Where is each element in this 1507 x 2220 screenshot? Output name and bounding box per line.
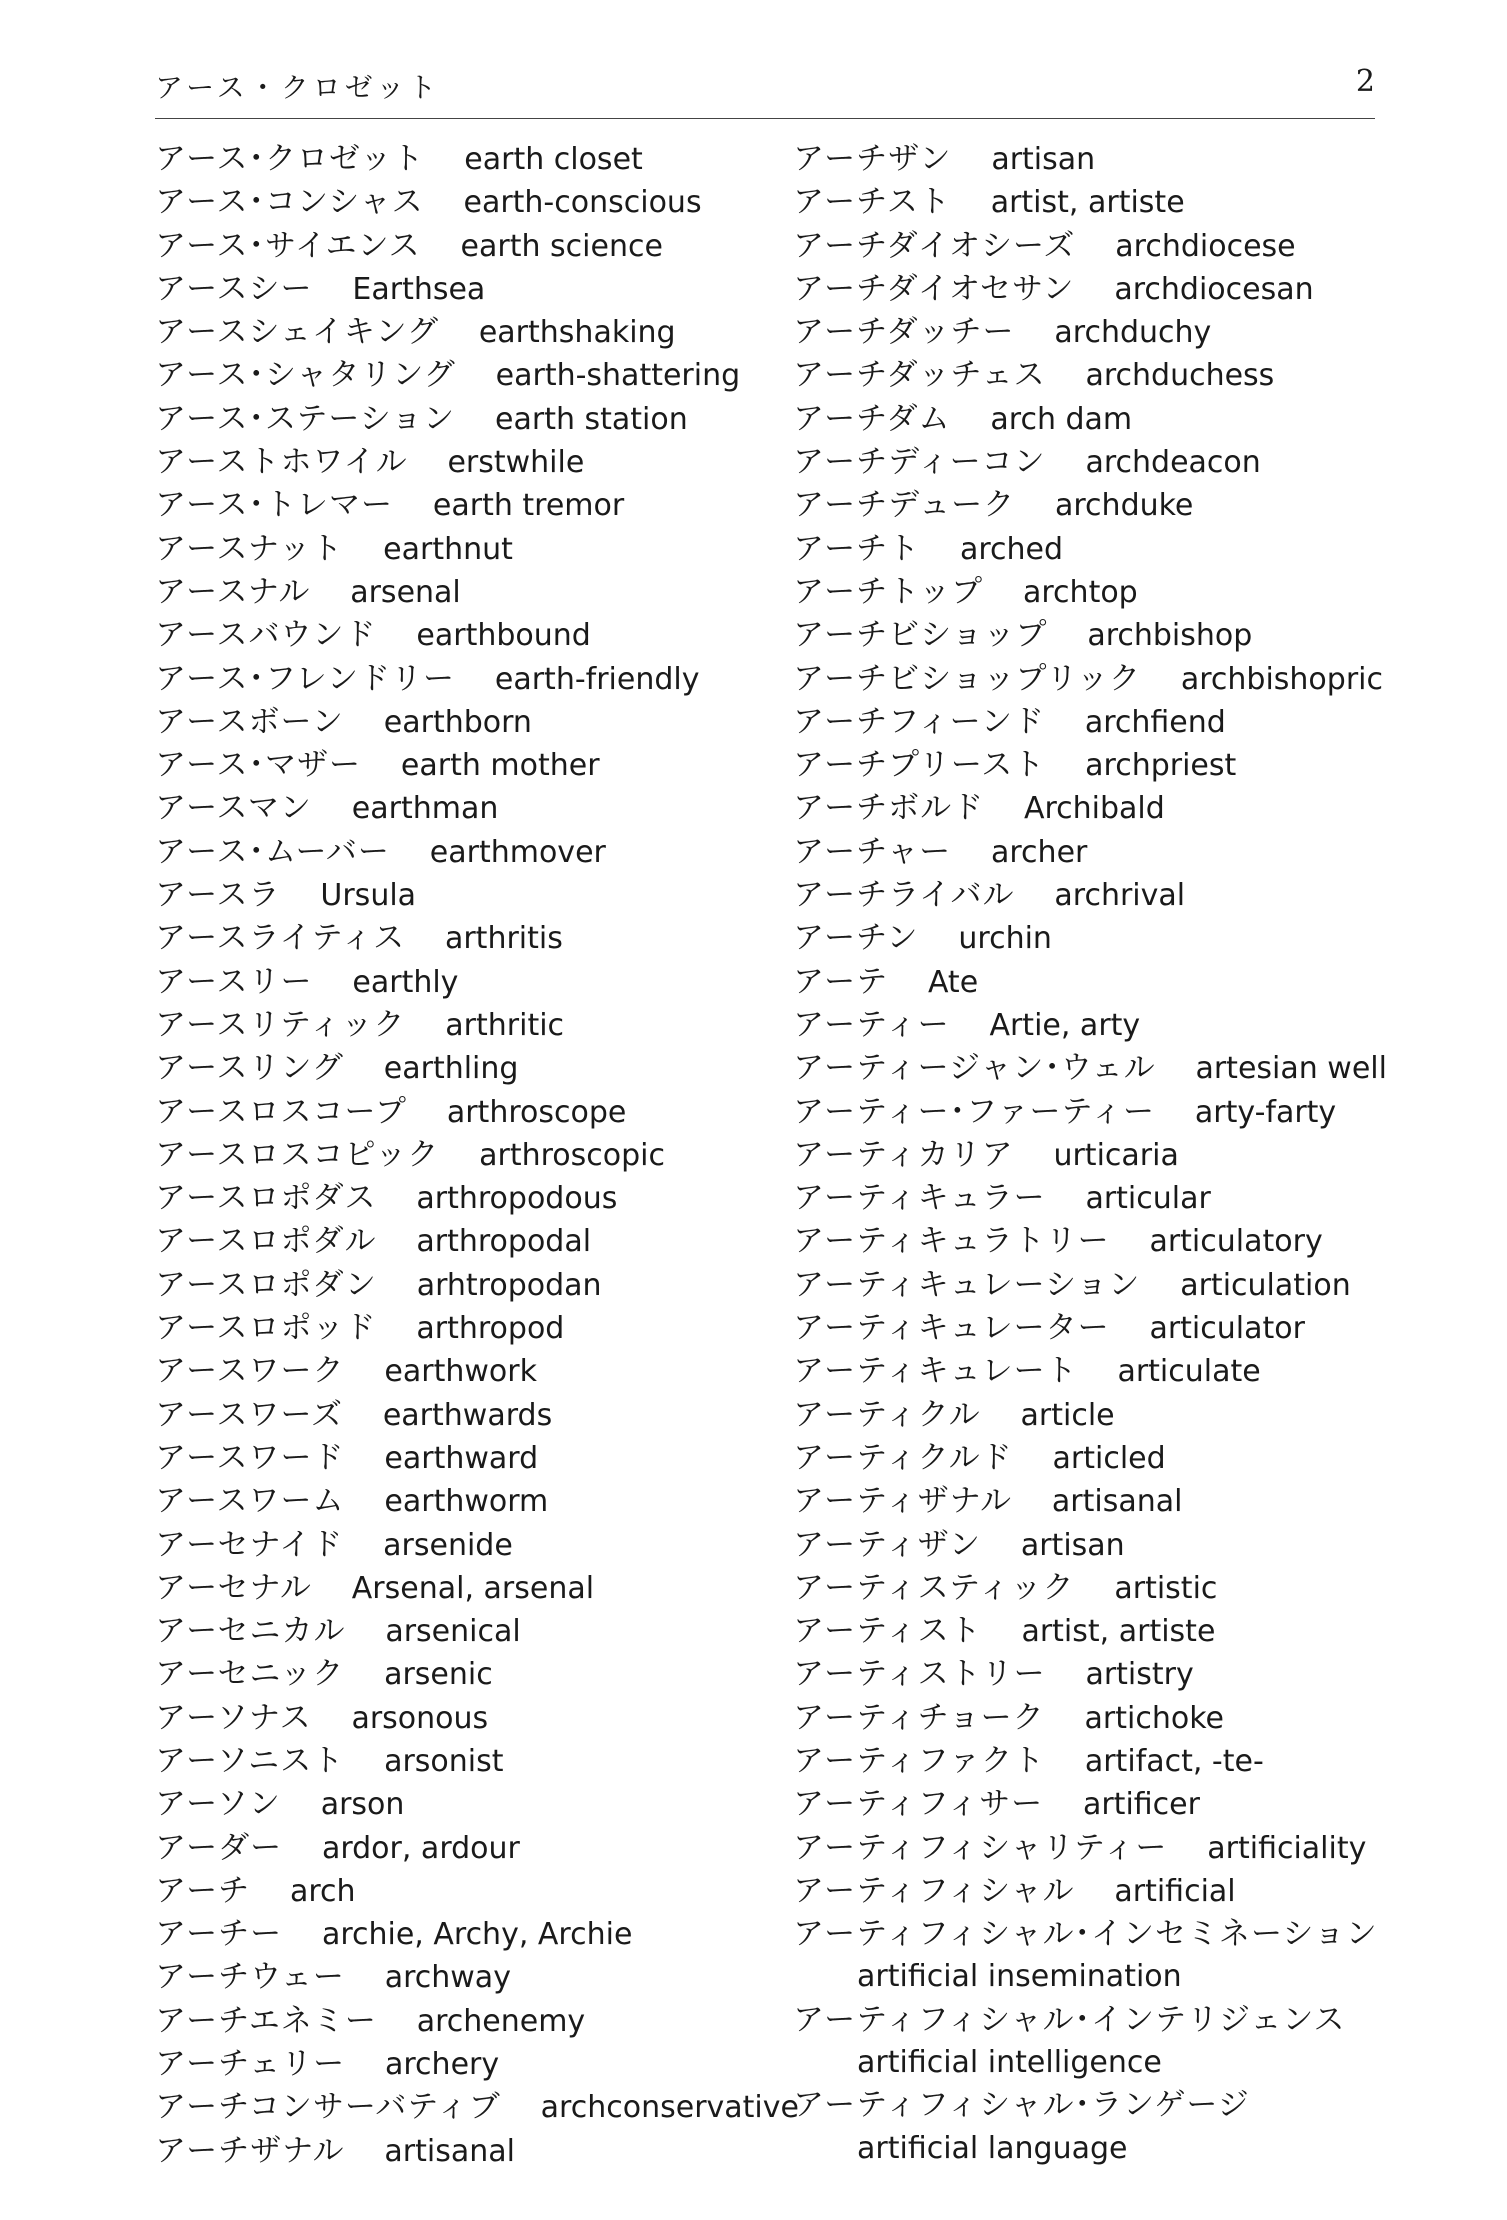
entry-katakana: アースシェイキング [155, 314, 439, 351]
entry-katakana: アーチビショップ [793, 617, 1048, 654]
dictionary-entry [793, 1827, 1393, 1870]
entry-katakana: アーチダッチェス [793, 357, 1046, 394]
dictionary-entry [793, 181, 1393, 224]
dictionary-entry [793, 1091, 1393, 1134]
dictionary-entry [793, 268, 1393, 311]
dictionary-entry [155, 1437, 775, 1480]
entry-katakana: アーチプリースト [793, 747, 1046, 784]
entry-english: artichoke [1084, 1700, 1224, 1736]
entry-english: earthnut [383, 531, 513, 567]
entry-english: archway [384, 1960, 511, 1996]
entry-katakana: アーセナイド [155, 1526, 344, 1563]
entry-english: arch dam [990, 401, 1133, 437]
dictionary-entry [793, 1740, 1393, 1783]
dictionary-entry [155, 1134, 775, 1177]
entry-katakana: アースワード [155, 1439, 345, 1476]
entry-english: arch [289, 1873, 356, 1909]
entry-english: earthbound [416, 618, 591, 654]
entry-english: earth closet [464, 142, 643, 177]
entry-katakana: アーチ [155, 1872, 251, 1909]
dictionary-entry [793, 1999, 1393, 2085]
entry-english: earth tremor [432, 488, 625, 524]
entry-katakana: アーティフィシャル [793, 1872, 1075, 1909]
entry-katakana: アーティファクト [793, 1742, 1045, 1779]
dictionary-entry [155, 138, 775, 181]
dictionary-entry [793, 1610, 1393, 1653]
dictionary-entry [793, 528, 1393, 571]
dictionary-entry [155, 874, 775, 917]
entry-english: arsonous [351, 1700, 489, 1736]
dictionary-entry [793, 831, 1393, 874]
entry-katakana: アーソナス [155, 1699, 312, 1736]
entry-katakana: アースロポダス [155, 1180, 377, 1217]
dictionary-entry [155, 2043, 775, 2086]
entry-katakana: アースロポッド [155, 1310, 377, 1347]
dictionary-entry [793, 441, 1393, 484]
entry-katakana: アーティチョーク [793, 1699, 1045, 1736]
entry-english: earth-friendly [494, 661, 700, 697]
entry-katakana: アーチザナル [155, 2132, 345, 2169]
entry-katakana: アース･マザー [155, 747, 362, 784]
entry-katakana: アーティージャン･ウェル [793, 1050, 1156, 1087]
dictionary-entry [793, 398, 1393, 441]
entry-katakana: アーティフィシャリティー [793, 1829, 1168, 1866]
entry-katakana: アーティザン [793, 1526, 981, 1563]
entry-english: erstwhile [447, 445, 585, 481]
entry-katakana: アースナル [155, 573, 311, 610]
entry-english: archrival [1054, 878, 1186, 914]
dictionary-entry [155, 1177, 775, 1220]
entry-katakana: アーチディーコン [793, 444, 1046, 481]
entry-english: arsenical [385, 1614, 521, 1650]
dictionary-entry [793, 2084, 1393, 2170]
entry-english: articulate [1117, 1354, 1261, 1390]
entry-english: arthritic [445, 1007, 565, 1043]
entry-english: articular [1085, 1181, 1211, 1217]
dictionary-entry [793, 571, 1393, 614]
dictionary-entry [155, 1004, 775, 1047]
page-number: 2 [1355, 64, 1375, 99]
dictionary-entry [155, 571, 775, 614]
dictionary-entry [155, 1740, 775, 1783]
entry-english: arthropodous [416, 1181, 618, 1217]
dictionary-entry [793, 787, 1393, 830]
entry-katakana: アースワーク [155, 1353, 345, 1390]
dictionary-entry [155, 787, 775, 830]
entry-english: earthborn [383, 704, 532, 740]
dictionary-entry [793, 1913, 1393, 1999]
entry-katakana: アースバウンド [155, 617, 377, 654]
entry-english: artificiality [1207, 1830, 1367, 1866]
dictionary-entry [155, 441, 775, 484]
entry-katakana: アース･フレンドリー [155, 660, 456, 697]
entry-katakana: アースシー [155, 270, 313, 307]
entry-katakana: アーティクル [793, 1396, 981, 1433]
entry-english: urchin [958, 921, 1052, 957]
entry-english: arthroscopic [479, 1137, 666, 1173]
entry-katakana: アース･クロゼット [155, 141, 425, 177]
entry-english: Ate [927, 964, 979, 1000]
entry-english: earth-conscious [463, 185, 702, 221]
entry-katakana: アーティフィシャル･インセミネーション [793, 1916, 1378, 1953]
entry-english: earth science [460, 228, 663, 264]
entry-english: Earthsea [352, 271, 486, 307]
entry-english: archenemy [416, 2003, 586, 2039]
entry-english: ardor, ardour [321, 1830, 520, 1866]
entry-english: Artie, arty [989, 1007, 1141, 1043]
entry-katakana: アーチダイオセサン [793, 270, 1075, 307]
entry-katakana: アースワーズ [155, 1396, 343, 1433]
entry-katakana: アーチダッチー [793, 314, 1015, 351]
entry-english: earthman [351, 791, 499, 827]
entry-english: archfiend [1084, 704, 1226, 740]
dictionary-entry [155, 1697, 775, 1740]
dictionary-entry [793, 744, 1393, 787]
dictionary-entry [155, 181, 775, 224]
entry-katakana: アースロポダル [155, 1223, 377, 1260]
dictionary-entry [793, 1134, 1393, 1177]
dictionary-entry [793, 701, 1393, 744]
dictionary-entry [155, 2130, 775, 2173]
dictionary-entry [155, 1264, 775, 1307]
entry-english: artificial intelligence [857, 2045, 1162, 2081]
dictionary-entry [155, 1047, 775, 1090]
entry-english: earthward [384, 1440, 539, 1476]
entry-katakana: アーティキュレーション [793, 1266, 1141, 1303]
entry-katakana: アーティスト [793, 1613, 982, 1650]
dictionary-entry [793, 1697, 1393, 1740]
entry-katakana: アーチトップ [793, 573, 984, 610]
entry-english: earth station [495, 401, 688, 437]
entry-english: archbishopric [1180, 661, 1383, 697]
entry-katakana: アーチボルド [793, 790, 985, 827]
dictionary-entry [155, 917, 775, 960]
dictionary-entry [793, 138, 1393, 181]
entry-katakana: アーティー･ファーティー [793, 1093, 1155, 1130]
entry-katakana: アース･ムーバー [155, 833, 390, 870]
entry-english: artificial [1114, 1873, 1236, 1909]
entry-english: artificial insemination [857, 1959, 1182, 1995]
dictionary-entry [155, 1220, 775, 1263]
entry-english: arthroscope [446, 1094, 627, 1130]
entry-english: arched [959, 531, 1064, 567]
dictionary-entry [155, 354, 775, 397]
entry-english: archconservative [540, 2090, 799, 2126]
dictionary-entry [793, 1653, 1393, 1696]
entry-english: artistic [1114, 1570, 1218, 1606]
entry-english: arthritis [444, 921, 563, 957]
dictionary-entry [155, 961, 775, 1004]
entry-english: artisanal [384, 2133, 515, 2169]
entry-english: articled [1052, 1440, 1166, 1476]
entry-katakana: アーチト [793, 530, 921, 567]
dictionary-entry [155, 1567, 775, 1610]
dictionary-entry [155, 1653, 775, 1696]
header-rule [155, 118, 1375, 119]
entry-english: arthropod [416, 1311, 565, 1347]
entry-katakana: アーティキュラトリー [793, 1223, 1110, 1260]
entry-katakana: アース･シャタリング [155, 357, 456, 394]
dictionary-entry [793, 1783, 1393, 1826]
entry-english: arsenal [350, 574, 461, 610]
dictionary-entry [155, 2000, 775, 2043]
dictionary-entry [155, 2086, 799, 2129]
entry-english: artist, artiste [1021, 1614, 1216, 1650]
entry-english: artifact, -te- [1084, 1743, 1264, 1779]
dictionary-entry [155, 701, 775, 744]
entry-katakana: アーチウェー [155, 1959, 345, 1996]
dictionary-entry [155, 1350, 775, 1393]
entry-katakana: アーチライバル [793, 877, 1015, 914]
dictionary-entry [155, 614, 775, 657]
dictionary-entry [155, 1783, 775, 1826]
entry-english: articulation [1180, 1267, 1351, 1303]
dictionary-entry [793, 225, 1393, 268]
entry-katakana: アーセニック [155, 1656, 345, 1693]
entry-english: archery [385, 2047, 500, 2083]
dictionary-entry [155, 225, 775, 268]
dictionary-entry [793, 658, 1393, 701]
entry-katakana: アーソニスト [155, 1742, 345, 1779]
entry-english: arsenide [383, 1527, 513, 1563]
dictionary-entry [155, 1827, 775, 1870]
entry-english: archbishop [1087, 618, 1253, 654]
entry-english: earthwork [384, 1354, 537, 1390]
entry-katakana: アースリー [155, 963, 313, 1000]
entry-katakana: アーチン [793, 920, 919, 957]
entry-katakana: アーダー [155, 1829, 283, 1866]
right-column [793, 138, 1393, 2170]
entry-katakana: アーチザン [793, 141, 952, 177]
entry-english: Ursula [320, 878, 417, 914]
entry-english: arsenic [384, 1657, 493, 1693]
dictionary-entry [155, 398, 775, 441]
entry-katakana: アーティクルド [793, 1439, 1013, 1476]
entry-english: articulatory [1149, 1224, 1323, 1260]
entry-english: arhtropodan [416, 1267, 602, 1303]
dictionary-entry [793, 1307, 1393, 1350]
entry-english: arson [320, 1787, 405, 1823]
entry-english: earthworm [384, 1484, 549, 1520]
entry-english: archduchy [1054, 315, 1212, 351]
entry-katakana: アースロポダン [155, 1266, 377, 1303]
dictionary-entry [155, 528, 775, 571]
entry-katakana: アーチダイオシーズ [793, 227, 1076, 264]
dictionary-entry [793, 311, 1393, 354]
dictionary-entry [155, 744, 775, 787]
left-column [155, 138, 799, 2173]
dictionary-entry [793, 1870, 1393, 1913]
entry-katakana: アーティー [793, 1006, 950, 1043]
dictionary-entry [155, 484, 775, 527]
entry-katakana: アーチエネミー [155, 2002, 377, 2039]
dictionary-entry [793, 484, 1393, 527]
entry-english: Archibald [1023, 791, 1165, 827]
dictionary-entry [793, 1437, 1393, 1480]
dictionary-entry [155, 1394, 775, 1437]
running-head-title: アース・クロゼット [155, 71, 441, 104]
dictionary-entry [155, 1870, 775, 1913]
dictionary-entry [155, 1610, 775, 1653]
entry-english: earthwards [382, 1397, 553, 1433]
entry-english: archdeacon [1085, 445, 1261, 481]
dictionary-entry [793, 1524, 1393, 1567]
dictionary-entry [793, 354, 1393, 397]
entry-katakana: アース･ステーション [155, 400, 456, 437]
entry-katakana: アーティカリア [793, 1136, 1014, 1173]
entry-english: urticaria [1053, 1137, 1179, 1173]
dictionary-entry [793, 1350, 1393, 1393]
entry-katakana: アース･トレマー [155, 487, 394, 524]
entry-katakana: アーチコンサーバティブ [155, 2089, 501, 2126]
entry-katakana: アース･サイエンス [155, 227, 421, 264]
entry-english: archduchess [1085, 358, 1275, 394]
dictionary-entry [793, 1004, 1393, 1047]
dictionary-entry [793, 1220, 1393, 1263]
entry-katakana: アーティスティック [793, 1569, 1075, 1606]
entry-katakana: アーセニカル [155, 1613, 346, 1650]
dictionary-entry [155, 658, 775, 701]
entry-katakana: アーティキュレート [793, 1353, 1078, 1390]
dictionary-entry [793, 1264, 1393, 1307]
entry-english: archdiocese [1115, 228, 1296, 264]
dictionary-entry [793, 1567, 1393, 1610]
entry-katakana: アースライティス [155, 920, 406, 957]
entry-katakana: アースリティック [155, 1006, 406, 1043]
dictionary-entry [155, 1307, 775, 1350]
entry-katakana: アースワーム [155, 1483, 345, 1520]
dictionary-entry [793, 1394, 1393, 1437]
entry-katakana: アーティキュレーター [793, 1310, 1110, 1347]
entry-katakana: アースマン [155, 790, 312, 827]
entry-katakana: アース･コンシャス [155, 184, 424, 221]
dictionary-entry [155, 1091, 775, 1134]
entry-english: artisan [991, 142, 1096, 177]
entry-katakana: アーチャー [793, 833, 952, 870]
entry-english: earthly [352, 964, 459, 1000]
dictionary-entry [155, 1480, 775, 1523]
entry-english: arsonist [384, 1743, 504, 1779]
entry-english: archie, Archy, Archie [321, 1917, 633, 1953]
entry-katakana: アースナット [155, 530, 344, 567]
dictionary-entry [793, 874, 1393, 917]
dictionary-entry [793, 961, 1393, 1004]
entry-english: archer [991, 834, 1088, 870]
entry-katakana: アーティフィシャル･インテリジェンス [793, 2001, 1346, 2038]
page-header [155, 64, 1375, 114]
entry-katakana: アーチー [155, 1916, 283, 1953]
entry-katakana: アーテ [793, 963, 889, 1000]
dictionary-entry [793, 917, 1393, 960]
entry-katakana: アーチスト [793, 184, 951, 221]
entry-katakana: アーストホワイル [155, 444, 408, 481]
dictionary-entry [155, 1524, 775, 1567]
entry-katakana: アーティストリー [793, 1656, 1046, 1693]
entry-katakana: アースリング [155, 1050, 344, 1087]
entry-katakana: アーティフィサー [793, 1786, 1044, 1823]
dictionary-entry [155, 831, 775, 874]
entry-english: artisanal [1051, 1484, 1183, 1520]
entry-katakana: アーティザナル [793, 1483, 1013, 1520]
dictionary-entry [155, 311, 775, 354]
entry-english: earthling [383, 1051, 519, 1087]
entry-katakana: アースラ [155, 877, 281, 914]
dictionary-entry [793, 614, 1393, 657]
entry-english: artesian well [1195, 1051, 1387, 1087]
entry-english: arthropodal [416, 1224, 592, 1260]
entry-katakana: アースロスコープ [155, 1093, 407, 1130]
entry-english: artisan [1020, 1527, 1125, 1563]
entry-english: archpriest [1085, 748, 1237, 784]
entry-english: archtop [1023, 574, 1138, 610]
dictionary-entry [155, 1956, 775, 1999]
entry-katakana: アーチビショップリック [793, 660, 1141, 697]
entry-english: artistry [1085, 1657, 1194, 1693]
dictionary-entry [155, 1913, 775, 1956]
entry-katakana: アーセナル [155, 1569, 312, 1606]
entry-english: artificer [1082, 1787, 1200, 1823]
entry-katakana: アーチダム [793, 400, 951, 437]
dictionary-entry [155, 268, 775, 311]
entry-english: artificial language [857, 2130, 1128, 2166]
entry-katakana: アーチデューク [793, 487, 1016, 524]
entry-english: artist, artiste [990, 185, 1185, 221]
entry-english: Arsenal, arsenal [351, 1570, 595, 1606]
dictionary-entry [793, 1480, 1393, 1523]
entry-english: earth-shattering [495, 358, 741, 394]
dictionary-entry [793, 1047, 1393, 1090]
dictionary-entry [793, 1177, 1393, 1220]
entry-english: archdiocesan [1114, 271, 1314, 307]
entry-katakana: アーチェリー [155, 2046, 346, 2083]
entry-english: earthshaking [478, 315, 676, 351]
entry-katakana: アーチフィーンド [793, 703, 1045, 740]
entry-english: articulator [1149, 1311, 1305, 1347]
entry-katakana: アーソン [155, 1786, 281, 1823]
entry-katakana: アーティフィシャル･ランゲージ [793, 2087, 1250, 2124]
entry-katakana: アースボーン [155, 703, 344, 740]
entry-english: arty-farty [1194, 1094, 1337, 1130]
entry-english: article [1020, 1397, 1115, 1433]
entry-katakana: アースロスコピック [155, 1136, 440, 1173]
entry-katakana: アーティキュラー [793, 1180, 1046, 1217]
entry-english: archduke [1055, 488, 1194, 524]
entry-english: earthmover [429, 834, 606, 870]
entry-english: earth mother [400, 748, 600, 784]
